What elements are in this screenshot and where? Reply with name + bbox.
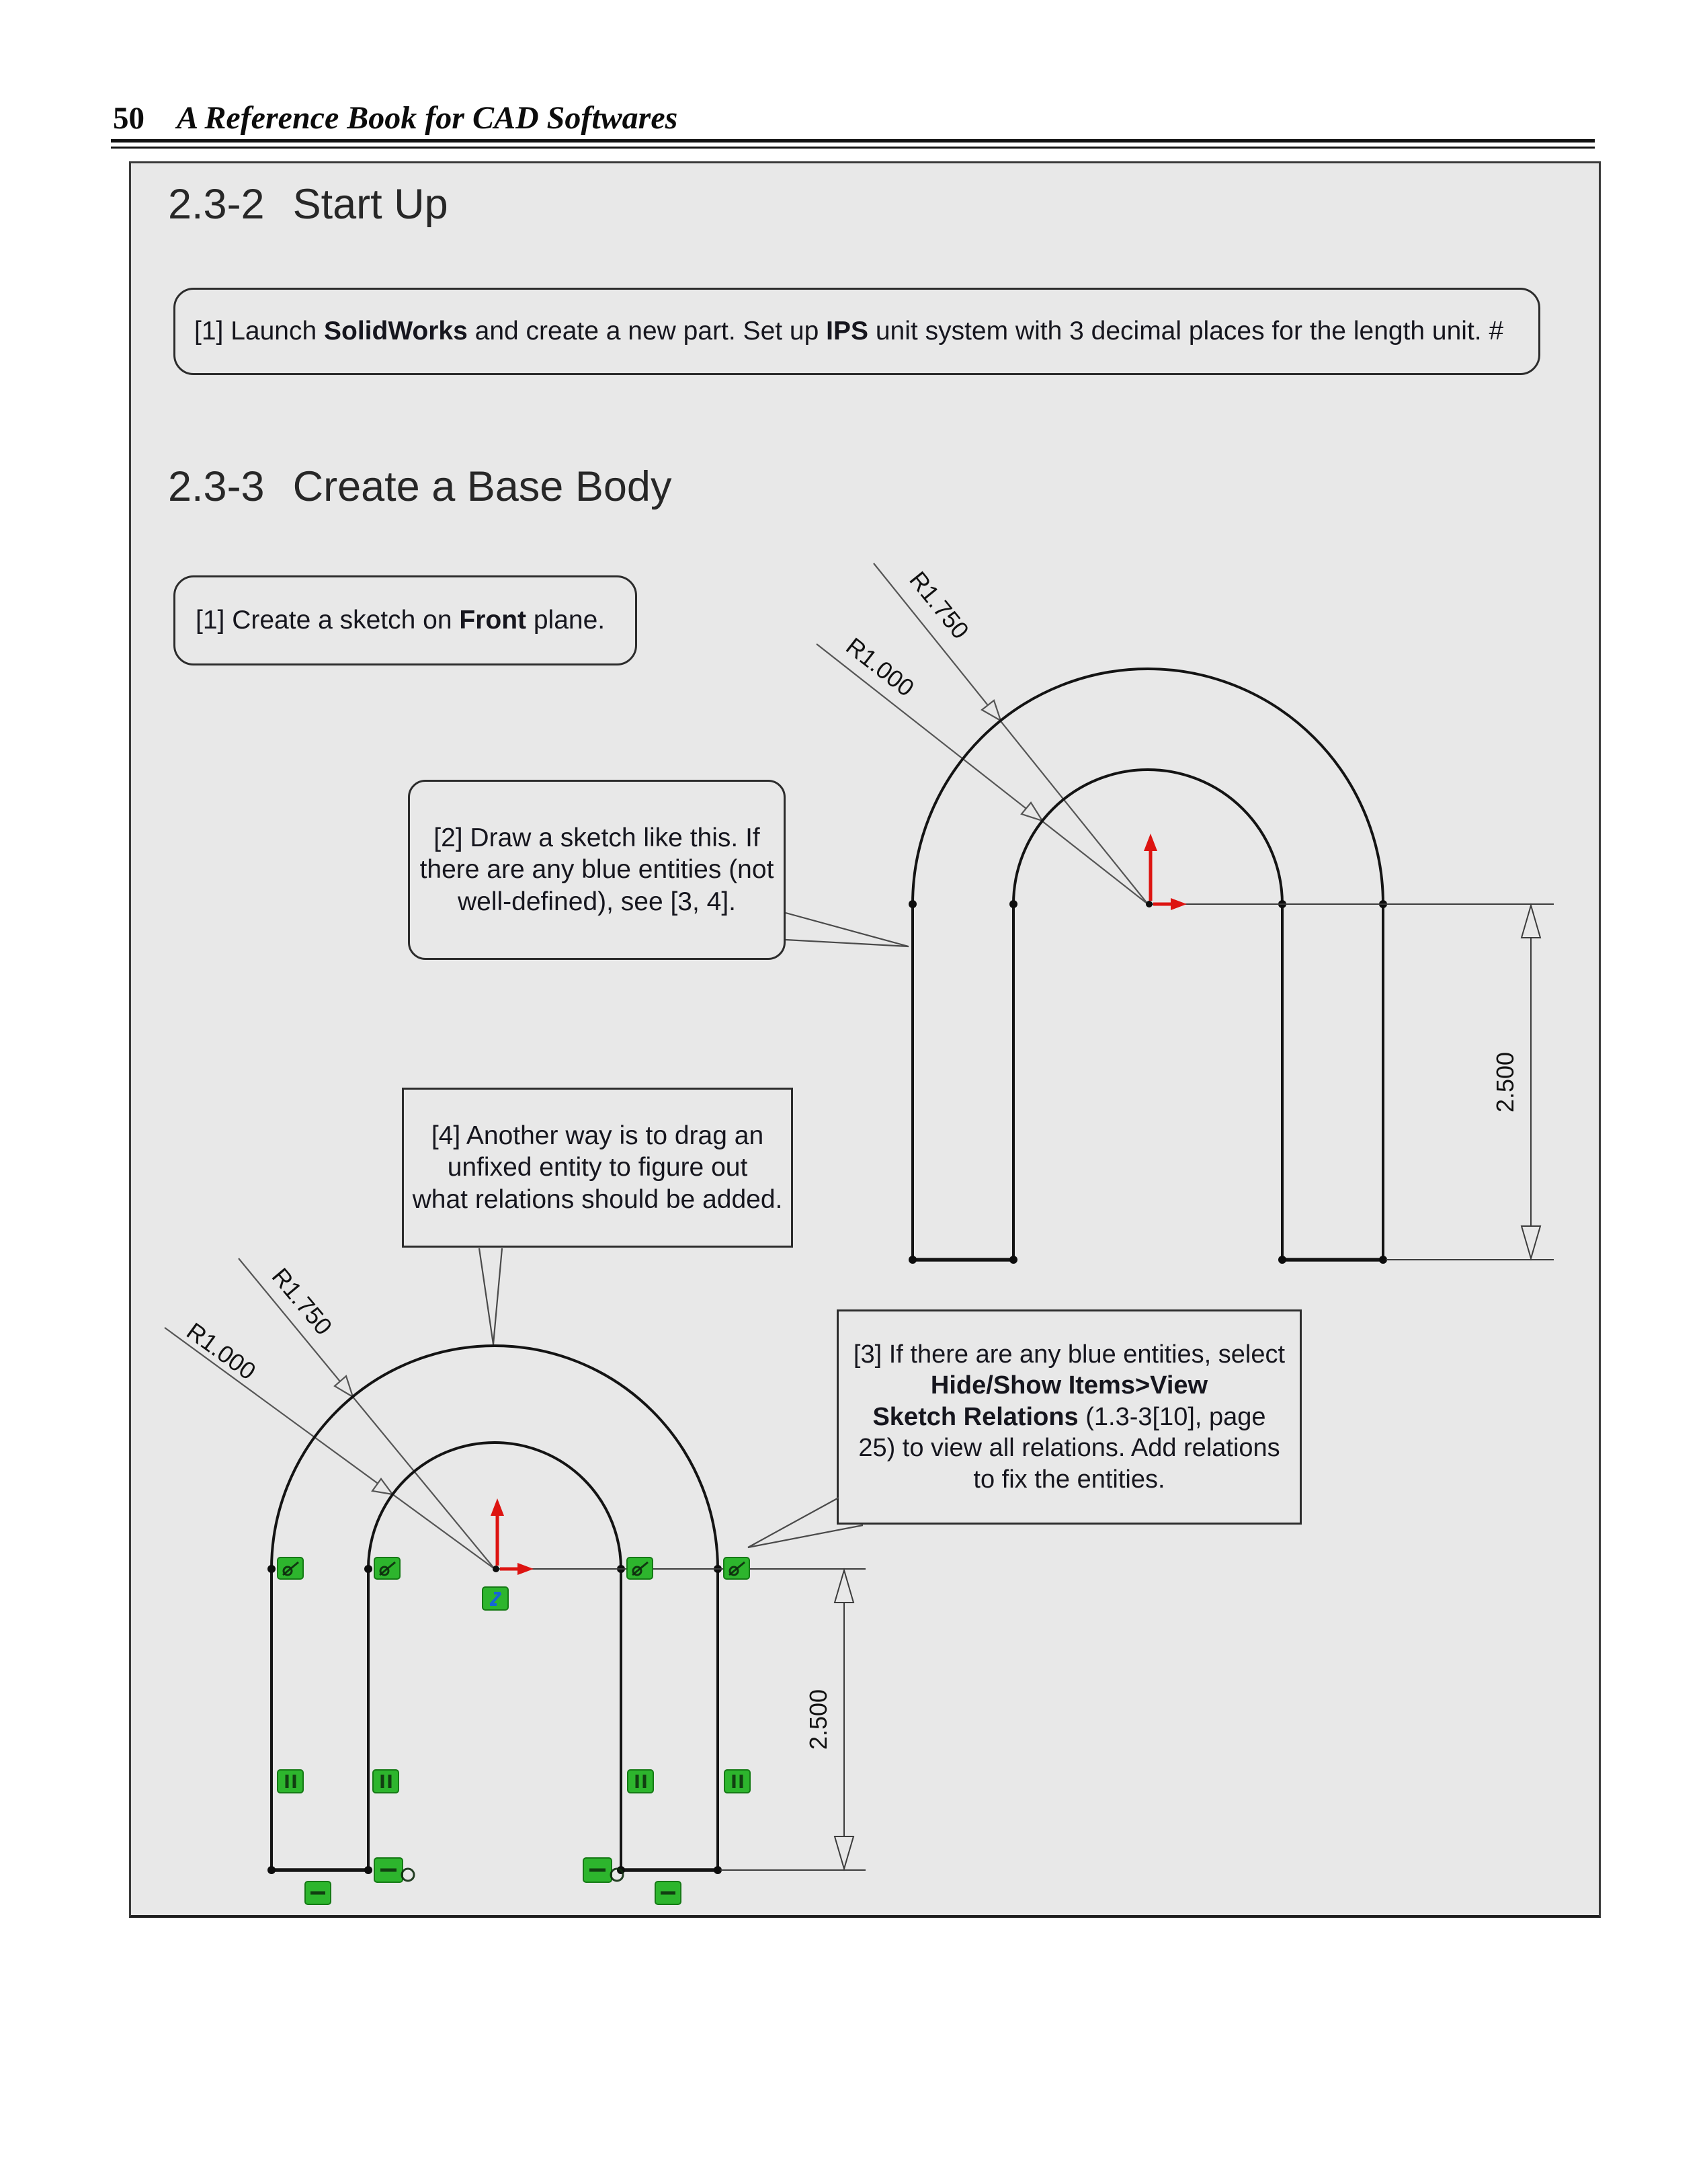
inner-radius-label: R1.000 bbox=[841, 632, 920, 702]
header-rule-top bbox=[111, 139, 1595, 143]
callout-line: Hide/Show Items>View bbox=[930, 1371, 1208, 1400]
callout-drag-entity bbox=[402, 1088, 793, 1248]
inner-radius-label: R1.000 bbox=[181, 1317, 261, 1385]
section-number: 2.3-3 bbox=[168, 463, 265, 510]
section-heading-startup bbox=[168, 180, 448, 229]
dim-height-label: 2.500 bbox=[1491, 1051, 1519, 1113]
section-title: Start Up bbox=[292, 181, 448, 228]
callout-line: unfixed entity to figure out bbox=[447, 1153, 748, 1182]
callout-line: well-defined), see [3, 4]. bbox=[457, 887, 737, 916]
callout-view-relations bbox=[837, 1309, 1302, 1525]
section-number: 2.3-2 bbox=[168, 181, 265, 228]
dim-height-label: 2.500 bbox=[804, 1689, 832, 1750]
callout-text: [1] Launch SolidWorks and create a new part. Set up IPS unit system with 3 decimal places for the length unit. # bbox=[194, 317, 1504, 346]
callout-line: there are any blue entities (not bbox=[419, 855, 774, 885]
callout-line: Sketch Relations (1.3-3[10], page bbox=[872, 1402, 1266, 1431]
outer-radius-label: R1.750 bbox=[904, 566, 975, 645]
page-header bbox=[113, 99, 1598, 136]
callout-line: what relations should be added. bbox=[412, 1184, 783, 1214]
callout-line: [2] Draw a sketch like this. If bbox=[433, 823, 760, 852]
callout-front-plane bbox=[173, 575, 637, 665]
callout-text: [1] Create a sketch on Front plane. bbox=[196, 606, 606, 635]
section-title: Create a Base Body bbox=[292, 463, 672, 510]
header-rule-bottom bbox=[111, 147, 1595, 149]
callout-line: [3] If there are any blue entities, select bbox=[853, 1340, 1286, 1369]
callout-launch-solidworks bbox=[173, 288, 1540, 375]
page-number: 50 bbox=[113, 101, 144, 136]
book-title: A Reference Book for CAD Softwares bbox=[177, 100, 678, 136]
callout-line: [4] Another way is to drag an bbox=[431, 1121, 764, 1150]
callout-line: to fix the entities. bbox=[973, 1465, 1165, 1494]
outer-radius-label: R1.750 bbox=[266, 1262, 338, 1340]
callout-draw-sketch bbox=[408, 780, 786, 960]
callout-line: 25) to view all relations. Add relations bbox=[858, 1434, 1280, 1463]
section-heading-base-body bbox=[168, 462, 671, 511]
content-panel bbox=[129, 161, 1601, 1918]
